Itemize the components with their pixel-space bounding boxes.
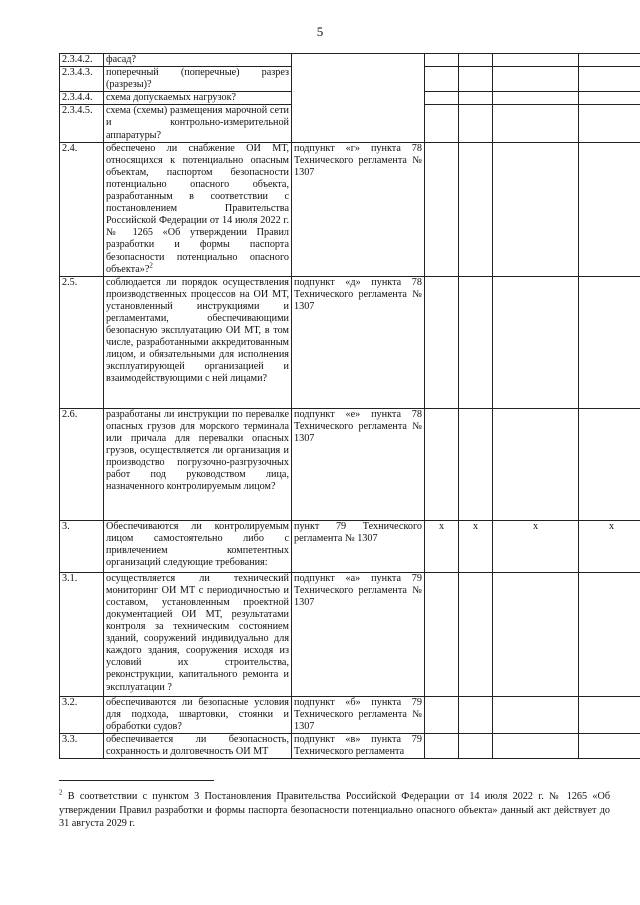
requirement-text [104,520,292,572]
table-row [60,54,640,67]
answer-cell [459,142,493,276]
answer-cell [459,572,493,696]
requirement-text-body: схема (схемы) размещения марочной сети и контрольно-измерительной аппаратуры? [106,105,289,141]
answer-cell [425,733,459,758]
footnote-marker: 2 [59,788,63,797]
table-row [60,696,640,733]
page-number: 5 [316,24,324,39]
answer-cell [493,276,579,408]
requirement-text [104,54,292,67]
requirement-text [104,142,292,276]
requirement-text [104,696,292,733]
requirement-text [104,67,292,92]
requirement-text-body: фасад? [106,54,136,65]
answer-cell [459,67,493,92]
item-number: 2.4. [60,142,104,276]
legal-reference: подпункт «а» пункта 79 Технического регламента № 1307 [292,572,425,696]
item-number: 3. [60,520,104,572]
table-row [60,276,640,408]
answer-cell [459,276,493,408]
answer-cell [425,92,459,105]
requirement-text-body: обеспечивается ли безопасность, сохранность и долговечность ОИ МТ [106,733,289,758]
answer-cell [493,142,579,276]
footnote-text: В соответствии с пунктом 3 Постановления Правительства Российской Федерации от 14 июля 2022 г. № 1265 «Об утверждении Правил разработки и формы паспорта безопасности потенциально опасного объекта» данный акт действует до 31 августа 2029 г. [59,791,611,829]
checklist-table [59,53,640,759]
answer-cell [579,54,640,67]
answer-cell [493,92,579,105]
answer-cell [425,572,459,696]
answer-cell [579,105,640,142]
legal-reference: подпункт «б» пункта 79 Технического регламента № 1307 [292,696,425,733]
answer-cell [425,142,459,276]
requirement-text-body: обеспечиваются ли безопасные условия для подхода, швартовки, стоянки и обработки судов? [106,696,289,732]
answer-cell [493,54,579,67]
answer-cell [493,696,579,733]
legal-reference: подпункт «г» пункта 78 Технического регламента № 1307 [292,142,425,276]
requirement-text-body: схема допускаемых нагрузок? [106,92,237,104]
answer-cell [493,408,579,520]
legal-reference: подпункт «д» пункта 78 Технического регламента № 1307 [292,276,425,408]
answer-cell [579,92,640,105]
requirement-text [104,733,292,758]
footnote [59,790,610,831]
table-row [60,408,640,520]
item-number: 2.3.4.4. [60,92,104,105]
answer-cell [459,733,493,758]
answer-cell [579,276,640,408]
requirement-text-body: Обеспечиваются ли контролируемым лицом самостоятельно либо с привлечением компетентных организаций следующие требования: [106,520,289,568]
answer-cell [425,67,459,92]
answer-cell: x [459,520,493,572]
answer-cell [425,696,459,733]
item-number: 2.5. [60,276,104,408]
requirement-text [104,572,292,696]
answer-cell [579,733,640,758]
answer-cell [425,408,459,520]
answer-cell: x [493,520,579,572]
requirement-text [104,276,292,408]
answer-cell [493,67,579,92]
item-number: 2.3.4.3. [60,67,104,92]
answer-cell [579,696,640,733]
answer-cell [425,54,459,67]
answer-cell [579,67,640,92]
footnote-reference: 2 [149,261,153,270]
requirement-text-body: разработаны ли инструкции по перевалке опасных грузов для морского терминала или причала для перевалки опасных грузов, осуществляется ли организация и производство погрузочно-разгрузочных работ под руководством лица, назначенного контролируемым лицом? [106,408,289,493]
legal-reference: пункт 79 Технического регламента № 1307 [292,520,425,572]
requirement-text-body: обеспечено ли снабжение ОИ МТ, относящихся к потенциально опасным объектам, паспортом безопасности потенциально опасного объекта, разработанным в соответствии с постановлением Правительства Российской Федерации от 14 июля 2022 г. № 1265 «Об утверждении Правил разработки и формы паспорта безопасности потенциально опасного объекта»? [106,142,289,275]
item-number: 2.3.4.5. [60,105,104,142]
requirement-text [104,92,292,105]
table-row [60,520,640,572]
legal-reference: подпункт «е» пункта 78 Технического регламента № 1307 [292,408,425,520]
requirement-text [104,408,292,520]
legal-reference [292,54,425,143]
answer-cell [459,105,493,142]
answer-cell: x [579,520,640,572]
requirement-text-body: соблюдается ли порядок осуществления производственных процессов на ОИ МТ, установленный инструкциями и регламентами, обеспечивающими безопасную эксплуатацию ОИ МТ, в том числе, разработанными аккредитованным лицом, и обязательными для исполнения эксплуатирующей организацией и взаимодействующими с ней лицами? [106,276,289,385]
table-row [60,142,640,276]
item-number: 3.2. [60,696,104,733]
answer-cell [493,733,579,758]
requirement-text-body: поперечный (поперечные) разрез (разрезы)? [106,67,289,91]
footnote-rule [59,780,214,781]
requirement-text [104,105,292,142]
requirement-text-body: осуществляется ли технический мониторинг ОИ МТ с периодичностью и составом, установленным проектной документацией ОИ МТ, результатами контроля за техническим состоянием зданий, сооружений индивидуально для каждого здания, сооружения исходя из условий их строительства, реконструкции, капитального ремонта и эксплуатации ? [106,572,289,693]
legal-reference: подпункт «в» пункта 79 Технического регламента [292,733,425,758]
answer-cell [459,92,493,105]
table-row [60,733,640,758]
answer-cell [459,696,493,733]
item-number: 2.6. [60,408,104,520]
table-row [60,572,640,696]
item-number: 2.3.4.2. [60,54,104,67]
item-number: 3.3. [60,733,104,758]
answer-cell [493,572,579,696]
answer-cell [579,408,640,520]
answer-cell [459,54,493,67]
answer-cell [579,572,640,696]
answer-cell [579,142,640,276]
item-number: 3.1. [60,572,104,696]
answer-cell [459,408,493,520]
answer-cell: x [425,520,459,572]
answer-cell [425,105,459,142]
answer-cell [493,105,579,142]
answer-cell [425,276,459,408]
